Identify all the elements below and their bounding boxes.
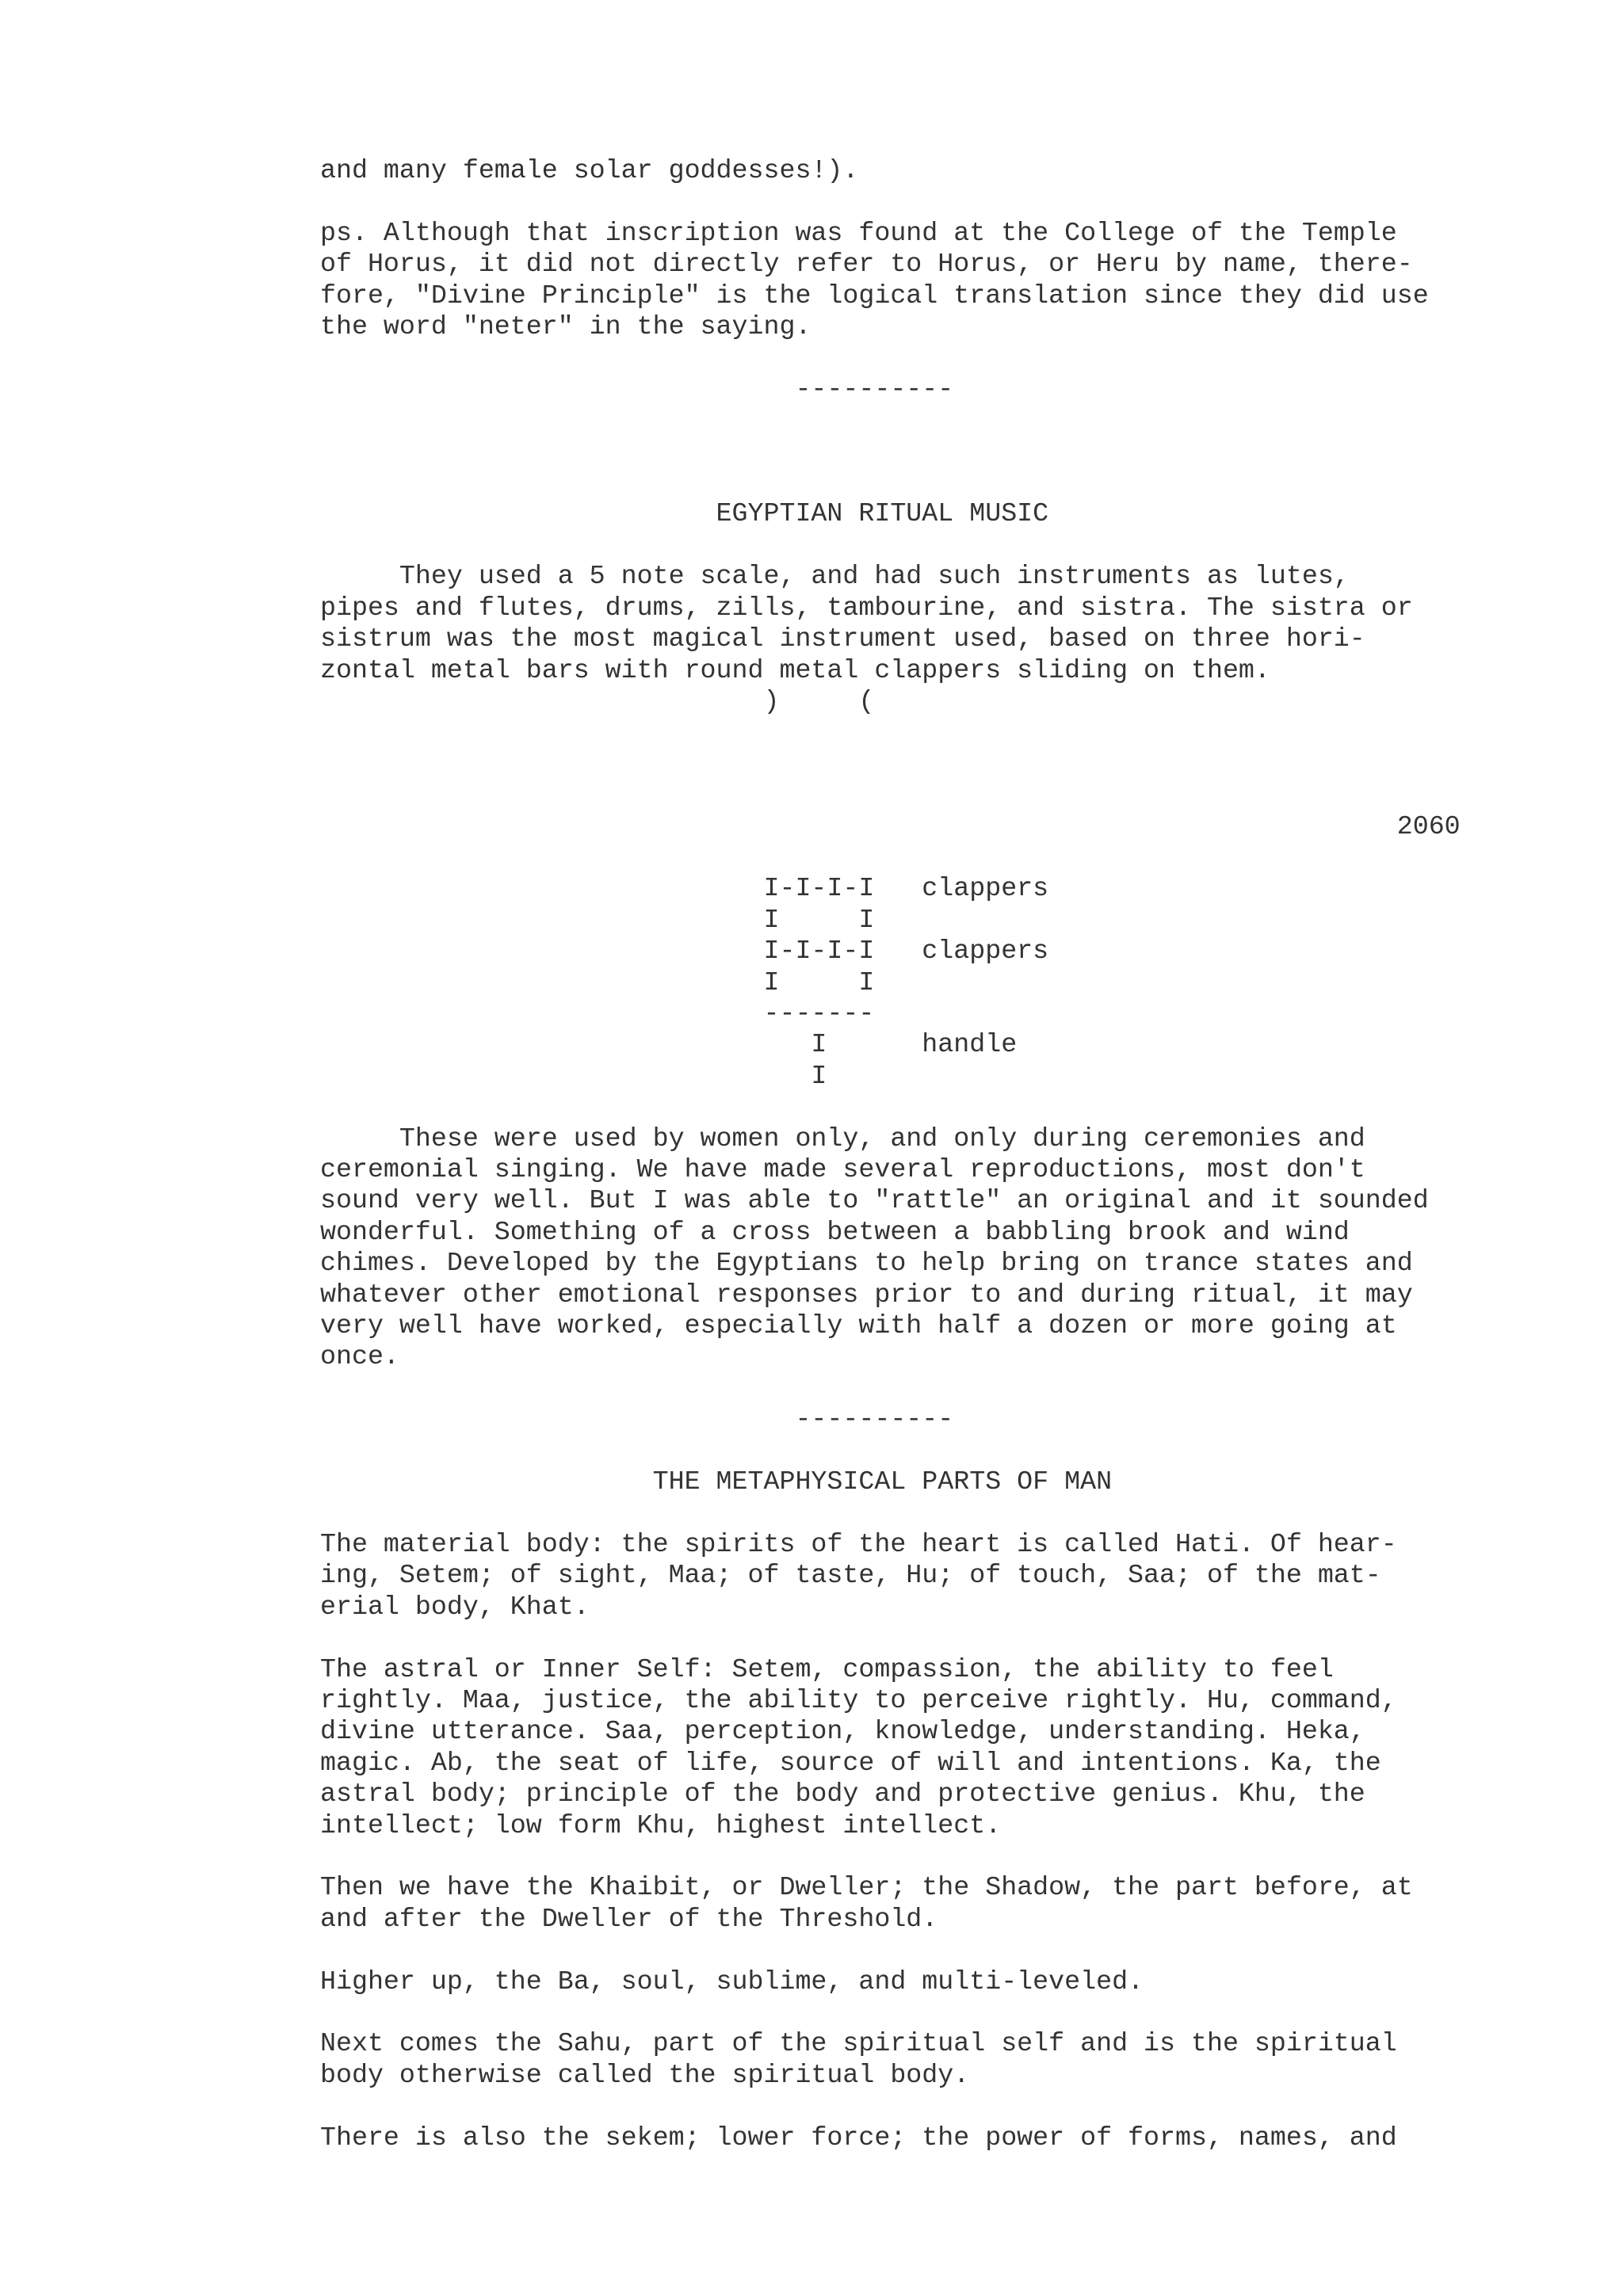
text-line: The astral or Inner Self: Setem, compassion, the ability to feel <box>320 1653 1334 1684</box>
text-line: ing, Setem; of sight, Maa; of taste, Hu; of touch, Saa; of the mat- <box>320 1560 1381 1591</box>
text-line: I-I-I-I clappers <box>320 936 1049 967</box>
text-line: ) ( <box>320 685 875 716</box>
text-line: They used a 5 note scale, and had such instruments as lutes, <box>320 561 1350 592</box>
text-line: wonderful. Something of a cross between a babbling brook and wind <box>320 1216 1350 1247</box>
text-line: ------- <box>320 997 875 1028</box>
text-line: THE METAPHYSICAL PARTS OF MAN <box>320 1466 1113 1497</box>
text-line: 2060 <box>320 810 1461 841</box>
text-line: intellect; low form Khu, highest intellect. <box>320 1810 1002 1840</box>
document-body <box>320 155 1461 2153</box>
text-line: ---------- <box>320 1404 954 1435</box>
text-line: body otherwise called the spiritual body. <box>320 2059 970 2090</box>
text-line: and many female solar goddesses!). <box>320 155 859 185</box>
text-line: These were used by women only, and only during ceremonies and <box>320 1123 1365 1154</box>
text-line: Higher up, the Ba, soul, sublime, and multi-leveled. <box>320 1966 1144 1997</box>
text-line: Then we have the Khaibit, or Dweller; the Shadow, the part before, at <box>320 1872 1413 1903</box>
text-line: ps. Although that inscription was found at the College of the Temple <box>320 217 1397 248</box>
text-line: and after the Dweller of the Threshold. <box>320 1903 938 1934</box>
text-line: chimes. Developed by the Egyptians to help bring on trance states and <box>320 1248 1413 1279</box>
text-line: whatever other emotional responses prior to and during ritual, it may <box>320 1279 1413 1310</box>
text-line: erial body, Khat. <box>320 1591 590 1622</box>
text-line: fore, "Divine Principle" is the logical translation since they did use <box>320 280 1429 311</box>
text-line: EGYPTIAN RITUAL MUSIC <box>320 498 1049 529</box>
text-line: rightly. Maa, justice, the ability to perceive rightly. Hu, command, <box>320 1684 1397 1715</box>
text-line: the word "neter" in the saying. <box>320 311 812 342</box>
text-line: sistrum was the most magical instrument used, based on three hori- <box>320 624 1365 654</box>
text-line: magic. Ab, the seat of life, source of will and intentions. Ka, the <box>320 1747 1381 1778</box>
text-line: ceremonial singing. We have made several reproductions, most don't <box>320 1154 1365 1184</box>
text-line: Next comes the Sahu, part of the spiritual self and is the spiritual <box>320 2028 1397 2059</box>
text-line: of Horus, it did not directly refer to Horus, or Heru by name, there- <box>320 249 1413 280</box>
text-line: There is also the sekem; lower force; the power of forms, names, and <box>320 2122 1397 2153</box>
text-line: once. <box>320 1341 399 1372</box>
text-line: ---------- <box>320 373 954 404</box>
text-line: very well have worked, especially with half a dozen or more going at <box>320 1310 1397 1341</box>
text-line: I handle <box>320 1029 1018 1060</box>
text-line: sound very well. But I was able to "rattle" an original and it sounded <box>320 1185 1429 1216</box>
text-line: I I <box>320 904 875 935</box>
text-line: pipes and flutes, drums, zills, tambourine, and sistra. The sistra or <box>320 592 1413 623</box>
text-line: I I <box>320 967 875 997</box>
text-line: The material body: the spirits of the heart is called Hati. Of hear- <box>320 1528 1397 1559</box>
text-line: I-I-I-I clappers <box>320 873 1049 904</box>
text-line: astral body; principle of the body and protective genius. Khu, the <box>320 1779 1365 1810</box>
text-line: I <box>320 1060 827 1091</box>
text-line: zontal metal bars with round metal clappers sliding on them. <box>320 654 1270 685</box>
text-line: divine utterance. Saa, perception, knowledge, understanding. Heka, <box>320 1716 1365 1747</box>
